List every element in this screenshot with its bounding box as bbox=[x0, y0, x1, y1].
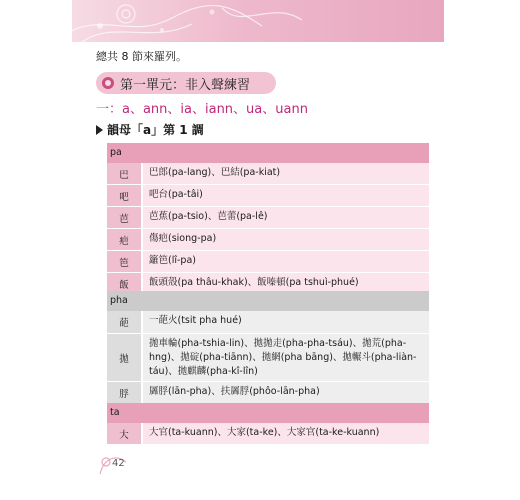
row-char: 疤 bbox=[107, 229, 143, 250]
section-pha bbox=[107, 291, 429, 404]
row-char: 大 bbox=[107, 423, 143, 444]
table-row bbox=[107, 311, 429, 334]
triangle-icon bbox=[96, 125, 103, 135]
header-decoration bbox=[72, 0, 444, 42]
row-char: 葩 bbox=[107, 311, 143, 333]
section-head: pha bbox=[107, 291, 429, 311]
intro-text: 總共 8 節來羅列。 bbox=[96, 50, 187, 63]
unit-banner bbox=[96, 72, 276, 94]
row-char: 拋 bbox=[107, 334, 143, 381]
table-row bbox=[107, 229, 429, 251]
row-char: 巴 bbox=[107, 163, 143, 184]
row-char: 吧 bbox=[107, 185, 143, 206]
section-head: ta bbox=[107, 403, 429, 423]
section-ta bbox=[107, 403, 429, 445]
section-head: pa bbox=[107, 143, 429, 163]
table-row bbox=[107, 251, 429, 273]
section-pa bbox=[107, 143, 429, 295]
unit-title: 第一單元：非入聲練習 bbox=[120, 77, 251, 93]
row-example: 巴郎(pa-lang)、巴結(pa-kiat) bbox=[143, 163, 429, 184]
page-number: 42 bbox=[112, 458, 125, 469]
table-row bbox=[107, 423, 429, 445]
table-row bbox=[107, 185, 429, 207]
row-example: 羼脬(lān-pha)、扶羼脬(phôo-lān-pha) bbox=[143, 382, 429, 403]
row-char: 脬 bbox=[107, 382, 143, 403]
row-example: 大官(ta-kuann)、大家(ta-ke)、大家官(ta-ke-kuann) bbox=[143, 423, 429, 444]
row-example: 一葩火(tsit pha hué) bbox=[143, 311, 429, 333]
row-char: 笆 bbox=[107, 251, 143, 272]
table-row bbox=[107, 334, 429, 382]
subheading: 一：a、ann、ia、iann、ua、uann bbox=[96, 102, 308, 117]
row-example: 籬笆(lî-pa) bbox=[143, 251, 429, 272]
row-example: 芭蕉(pa-tsio)、芭蕾(pa-lê) bbox=[143, 207, 429, 228]
row-example: 傷疤(siong-pa) bbox=[143, 229, 429, 250]
table-row bbox=[107, 163, 429, 185]
table-row bbox=[107, 382, 429, 404]
lesson-heading bbox=[96, 121, 204, 138]
row-example: 拋車輪(pha-tshia-lin)、拋拋走(pha-pha-tsáu)、拋荒(pha-hng)、拋碇(pha-tiānn)、拋網(pha bāng)、拋輾斗(pha-liàn-táu)、拋麒麟(pha-kî-lîn) bbox=[143, 334, 429, 381]
lesson-title: 韻母「a」第 1 調 bbox=[107, 123, 204, 137]
table-row bbox=[107, 207, 429, 229]
row-char: 芭 bbox=[107, 207, 143, 228]
row-example: 吧台(pa-tâi) bbox=[143, 185, 429, 206]
bullet-icon bbox=[102, 77, 114, 89]
row-char: 飯 bbox=[107, 273, 143, 294]
row-example: 飯頭殼(pa thâu-khak)、飯嗪頓(pa tshuì-phué) bbox=[143, 273, 429, 294]
